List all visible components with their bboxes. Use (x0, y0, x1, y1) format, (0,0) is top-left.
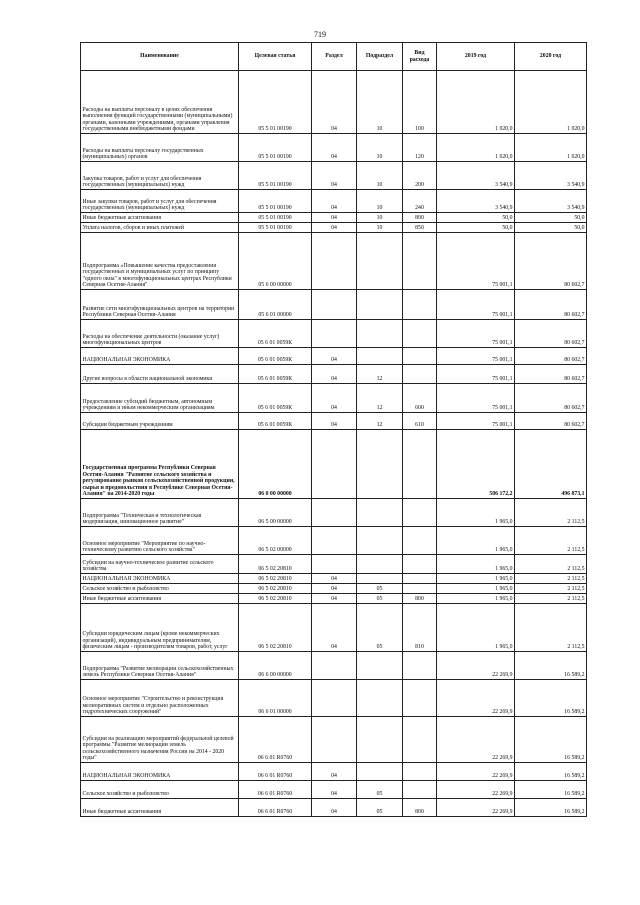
cell-vid: 850 (403, 223, 437, 233)
header-2019: 2019 год (437, 43, 515, 71)
cell-name: Сельское хозяйство и рыболовство (81, 781, 239, 799)
cell-vid (403, 680, 437, 717)
cell-name: Предоставление субсидий бюджетным, автономным учреждениям и иным некоммерческим организациям (81, 384, 239, 413)
cell-2019: 75 001,1 (437, 348, 515, 365)
cell-vid: 200 (403, 162, 437, 190)
table-row (81, 717, 587, 763)
header-2020: 2020 год (515, 43, 587, 71)
cell-2020: 3 540,9 (515, 162, 587, 190)
cell-section: 04 (312, 365, 357, 384)
cell-subsection: 10 (357, 190, 403, 213)
cell-name: Расходы на обеспечение деятельности (оказание услуг) многофункциональных центров (81, 320, 239, 348)
table-row (81, 413, 587, 430)
cell-code: 06 5 02 20810 (239, 574, 312, 584)
cell-subsection (357, 717, 403, 763)
cell-2019: 22 269,9 (437, 781, 515, 799)
cell-2020: 3 540,9 (515, 190, 587, 213)
cell-section: 04 (312, 213, 357, 223)
cell-section: 04 (312, 348, 357, 365)
table-row (81, 604, 587, 652)
cell-subsection: 05 (357, 781, 403, 799)
cell-section (312, 717, 357, 763)
cell-code: 06 5 02 20810 (239, 584, 312, 594)
cell-2020: 80 602,7 (515, 413, 587, 430)
cell-2019: 1 965,0 (437, 604, 515, 652)
cell-subsection (357, 555, 403, 574)
cell-subsection: 10 (357, 213, 403, 223)
table-body (81, 71, 587, 817)
cell-section (312, 233, 357, 290)
cell-2019: 50,0 (437, 213, 515, 223)
cell-name: Иные бюджетные ассигнования (81, 594, 239, 604)
cell-2019: 1 965,0 (437, 584, 515, 594)
cell-section (312, 290, 357, 320)
cell-vid (403, 233, 437, 290)
table-row (81, 190, 587, 213)
cell-code: 06 5 00 00000 (239, 499, 312, 527)
cell-name: Расходы на выплаты персоналу в целях обеспечения выполнения функций государственными (муниципальными) органами, казенными учреждениями, органами управления государственными внебюджетными фондами (81, 71, 239, 134)
table-row (81, 430, 587, 499)
cell-code: 05 6 01 0059К (239, 348, 312, 365)
cell-code: 06 6 01 00000 (239, 680, 312, 717)
header-subsection: Подраздел (357, 43, 403, 71)
cell-code: 05 6 01 0059К (239, 365, 312, 384)
cell-vid (403, 763, 437, 781)
cell-vid (403, 320, 437, 348)
cell-name: Расходы на выплаты персоналу государственных (муниципальных) органов (81, 134, 239, 162)
page-number: 719 (314, 30, 326, 39)
cell-code: 05 5 01 00190 (239, 223, 312, 233)
cell-code: 05 6 00 00000 (239, 233, 312, 290)
cell-2020: 496 873,1 (515, 430, 587, 499)
table-row (81, 365, 587, 384)
table-row (81, 499, 587, 527)
cell-2019: 22 269,9 (437, 763, 515, 781)
cell-subsection: 05 (357, 799, 403, 817)
cell-name: Субсидии на научно-техническое развитие сельского хозяйства (81, 555, 239, 574)
table-row (81, 555, 587, 574)
cell-subsection: 12 (357, 384, 403, 413)
cell-subsection: 12 (357, 365, 403, 384)
cell-vid (403, 365, 437, 384)
cell-code: 05 6 01 0059К (239, 320, 312, 348)
cell-vid (403, 574, 437, 584)
cell-2020: 80 602,7 (515, 320, 587, 348)
cell-subsection (357, 680, 403, 717)
cell-name: Иные закупки товаров, работ и услуг для обеспечения государственных (муниципальных) нужд (81, 190, 239, 213)
cell-section: 04 (312, 162, 357, 190)
cell-vid: 800 (403, 213, 437, 223)
cell-2020: 50,0 (515, 213, 587, 223)
cell-section (312, 555, 357, 574)
cell-2019: 3 540,9 (437, 162, 515, 190)
header-vid: Вид расхода (403, 43, 437, 71)
cell-name: Подпрограмма "Техническая и технологическая модернизация, инновационное развитие" (81, 499, 239, 527)
table-row (81, 71, 587, 134)
cell-code: 06 6 01 R0760 (239, 799, 312, 817)
cell-2019: 75 001,1 (437, 413, 515, 430)
header-section: Раздел (312, 43, 357, 71)
cell-2020: 2 112,5 (515, 604, 587, 652)
cell-name: Сельское хозяйство и рыболовство (81, 584, 239, 594)
cell-vid: 100 (403, 71, 437, 134)
cell-name: Субсидии юридическим лицам (кроме некоммерческих организаций), индивидуальным предпринимателям, физическим лицам - производителям товаров, работ, услуг (81, 604, 239, 652)
cell-name: НАЦИОНАЛЬНАЯ ЭКОНОМИКА (81, 574, 239, 584)
cell-section: 04 (312, 574, 357, 584)
cell-name: Уплата налогов, сборов и иных платежей (81, 223, 239, 233)
cell-section: 04 (312, 781, 357, 799)
cell-section: 04 (312, 413, 357, 430)
cell-subsection (357, 320, 403, 348)
cell-subsection (357, 290, 403, 320)
cell-name: Закупка товаров, работ и услуг для обеспечения государственных (муниципальных) нужд (81, 162, 239, 190)
cell-code: 06 5 02 20810 (239, 604, 312, 652)
cell-subsection (357, 499, 403, 527)
cell-2019: 1 020,0 (437, 134, 515, 162)
cell-section: 04 (312, 223, 357, 233)
cell-subsection (357, 574, 403, 584)
cell-2020: 2 112,5 (515, 574, 587, 584)
cell-2019: 22 269,9 (437, 652, 515, 680)
cell-2019: 22 269,9 (437, 799, 515, 817)
cell-subsection: 10 (357, 223, 403, 233)
cell-2020: 16 589,2 (515, 652, 587, 680)
cell-2019: 75 001,1 (437, 290, 515, 320)
table-row (81, 162, 587, 190)
cell-subsection: 10 (357, 134, 403, 162)
cell-section: 04 (312, 799, 357, 817)
cell-subsection (357, 763, 403, 781)
cell-code: 06 5 02 20810 (239, 594, 312, 604)
cell-section: 04 (312, 384, 357, 413)
cell-name: Субсидии на реализацию мероприятий федеральной целевой программы "Развитие мелиорации земель сельскохозяйственного назначения России на 2014 - 2020 годы" (81, 717, 239, 763)
cell-2019: 75 001,1 (437, 384, 515, 413)
budget-table (80, 42, 587, 817)
table-row (81, 134, 587, 162)
cell-2019: 22 269,9 (437, 680, 515, 717)
cell-code: 05 5 01 00190 (239, 134, 312, 162)
cell-2020: 2 112,5 (515, 594, 587, 604)
cell-code: 06 5 02 00000 (239, 527, 312, 555)
cell-name: НАЦИОНАЛЬНАЯ ЭКОНОМИКА (81, 763, 239, 781)
cell-2019: 75 001,1 (437, 365, 515, 384)
cell-2019: 1 965,0 (437, 499, 515, 527)
cell-2019: 3 540,9 (437, 190, 515, 213)
cell-vid: 610 (403, 413, 437, 430)
table-row (81, 680, 587, 717)
table-row (81, 223, 587, 233)
cell-vid: 600 (403, 384, 437, 413)
table-row (81, 574, 587, 584)
cell-subsection (357, 652, 403, 680)
cell-2020: 80 602,7 (515, 348, 587, 365)
cell-2019: 1 965,0 (437, 594, 515, 604)
cell-vid: 120 (403, 134, 437, 162)
cell-2020: 1 020,0 (515, 134, 587, 162)
cell-2019: 1 965,0 (437, 527, 515, 555)
cell-vid: 240 (403, 190, 437, 213)
cell-code: 05 6 01 00000 (239, 290, 312, 320)
table-row (81, 213, 587, 223)
cell-vid (403, 717, 437, 763)
cell-section: 04 (312, 584, 357, 594)
cell-name: Субсидии бюджетным учреждениям (81, 413, 239, 430)
cell-vid (403, 555, 437, 574)
cell-2020: 2 112,5 (515, 499, 587, 527)
cell-2020: 2 112,5 (515, 527, 587, 555)
cell-code: 06 5 02 20810 (239, 555, 312, 574)
cell-subsection: 10 (357, 162, 403, 190)
cell-vid (403, 652, 437, 680)
cell-2019: 1 965,0 (437, 555, 515, 574)
cell-section (312, 499, 357, 527)
table-row (81, 233, 587, 290)
table-row (81, 290, 587, 320)
cell-code: 05 5 01 00190 (239, 213, 312, 223)
cell-section (312, 430, 357, 499)
cell-vid (403, 430, 437, 499)
cell-code: 06 6 01 R0760 (239, 781, 312, 799)
cell-2020: 50,0 (515, 223, 587, 233)
cell-section: 04 (312, 71, 357, 134)
header-name: Наименование (81, 43, 239, 71)
cell-subsection (357, 348, 403, 365)
cell-subsection: 12 (357, 413, 403, 430)
cell-subsection (357, 233, 403, 290)
cell-2020: 2 112,5 (515, 555, 587, 574)
cell-2020: 80 602,7 (515, 233, 587, 290)
cell-subsection (357, 527, 403, 555)
cell-2019: 1 965,0 (437, 574, 515, 584)
cell-code: 06 0 00 00000 (239, 430, 312, 499)
cell-code: 05 5 01 00190 (239, 162, 312, 190)
cell-code: 06 6 00 00000 (239, 652, 312, 680)
cell-2019: 75 001,1 (437, 233, 515, 290)
cell-code: 05 6 01 0059К (239, 413, 312, 430)
cell-2020: 80 602,7 (515, 384, 587, 413)
table-row (81, 527, 587, 555)
cell-code: 06 6 01 R0760 (239, 717, 312, 763)
cell-name: Государственная программа Республики Северная Осетия-Алания "Развитие сельского хозяйства и регулирование рынков сельскохозяйственной продукции, сырья и продовольствия в Республике Северная Осетия-Алания" на 2014-2020 годы (81, 430, 239, 499)
cell-subsection (357, 430, 403, 499)
cell-vid (403, 527, 437, 555)
cell-2020: 2 112,5 (515, 584, 587, 594)
cell-name: Подпрограмма «Повышение качества предоставления государственных и муниципальных услуг по принципу "одного окна" в многофункциональных центрах Республики Северная Осетия-Алания" (81, 233, 239, 290)
cell-code: 05 5 01 00190 (239, 71, 312, 134)
cell-code: 06 6 01 R0760 (239, 763, 312, 781)
cell-2020: 80 602,7 (515, 365, 587, 384)
table-row (81, 763, 587, 781)
cell-vid: 800 (403, 799, 437, 817)
cell-subsection: 05 (357, 594, 403, 604)
cell-name: Иные бюджетные ассигнования (81, 799, 239, 817)
table-row (81, 652, 587, 680)
cell-2019: 506 172,2 (437, 430, 515, 499)
cell-section (312, 652, 357, 680)
cell-subsection: 05 (357, 584, 403, 594)
cell-2020: 16 589,2 (515, 799, 587, 817)
cell-2020: 16 589,2 (515, 680, 587, 717)
cell-section: 04 (312, 604, 357, 652)
cell-2020: 1 020,0 (515, 71, 587, 134)
table-row (81, 584, 587, 594)
cell-2020: 16 589,2 (515, 763, 587, 781)
cell-vid (403, 290, 437, 320)
cell-section: 04 (312, 594, 357, 604)
cell-vid (403, 584, 437, 594)
cell-name: Иные бюджетные ассигнования (81, 213, 239, 223)
cell-section (312, 680, 357, 717)
cell-vid (403, 781, 437, 799)
cell-section (312, 527, 357, 555)
cell-section (312, 320, 357, 348)
table-row (81, 594, 587, 604)
cell-name: Подпрограмма "Развитие мелиорации сельскохозяйственных земель Республики Северная Осетия-Алания" (81, 652, 239, 680)
cell-section: 04 (312, 190, 357, 213)
cell-code: 05 6 01 0059К (239, 384, 312, 413)
table-row (81, 384, 587, 413)
table-row (81, 320, 587, 348)
cell-name: Основное мероприятие "Мероприятие по научно-техническому развитию сельского хозяйства" (81, 527, 239, 555)
cell-section: 04 (312, 763, 357, 781)
header-code: Целевая статья (239, 43, 312, 71)
cell-2020: 80 602,7 (515, 290, 587, 320)
cell-2019: 50,0 (437, 223, 515, 233)
cell-vid: 800 (403, 594, 437, 604)
table-header-row (81, 43, 587, 71)
cell-name: НАЦИОНАЛЬНАЯ ЭКОНОМИКА (81, 348, 239, 365)
cell-name: Другие вопросы в области национальной экономики (81, 365, 239, 384)
cell-name: Основное мероприятие "Строительство и реконструкция мелиоративных систем и отдельно расположенных гидротехнических сооружений" (81, 680, 239, 717)
table-row (81, 799, 587, 817)
cell-code: 05 5 01 00190 (239, 190, 312, 213)
cell-vid: 810 (403, 604, 437, 652)
cell-section: 04 (312, 134, 357, 162)
cell-2019: 22 269,9 (437, 717, 515, 763)
cell-vid (403, 348, 437, 365)
cell-subsection: 10 (357, 71, 403, 134)
table-row (81, 781, 587, 799)
table-row (81, 348, 587, 365)
cell-2020: 16 589,2 (515, 781, 587, 799)
cell-2020: 16 589,2 (515, 717, 587, 763)
cell-subsection: 05 (357, 604, 403, 652)
cell-2019: 75 001,1 (437, 320, 515, 348)
cell-vid (403, 499, 437, 527)
cell-2019: 1 020,0 (437, 71, 515, 134)
cell-name: Развитие сети многофункциональных центров на территории Республики Северная Осетия-Алания (81, 290, 239, 320)
